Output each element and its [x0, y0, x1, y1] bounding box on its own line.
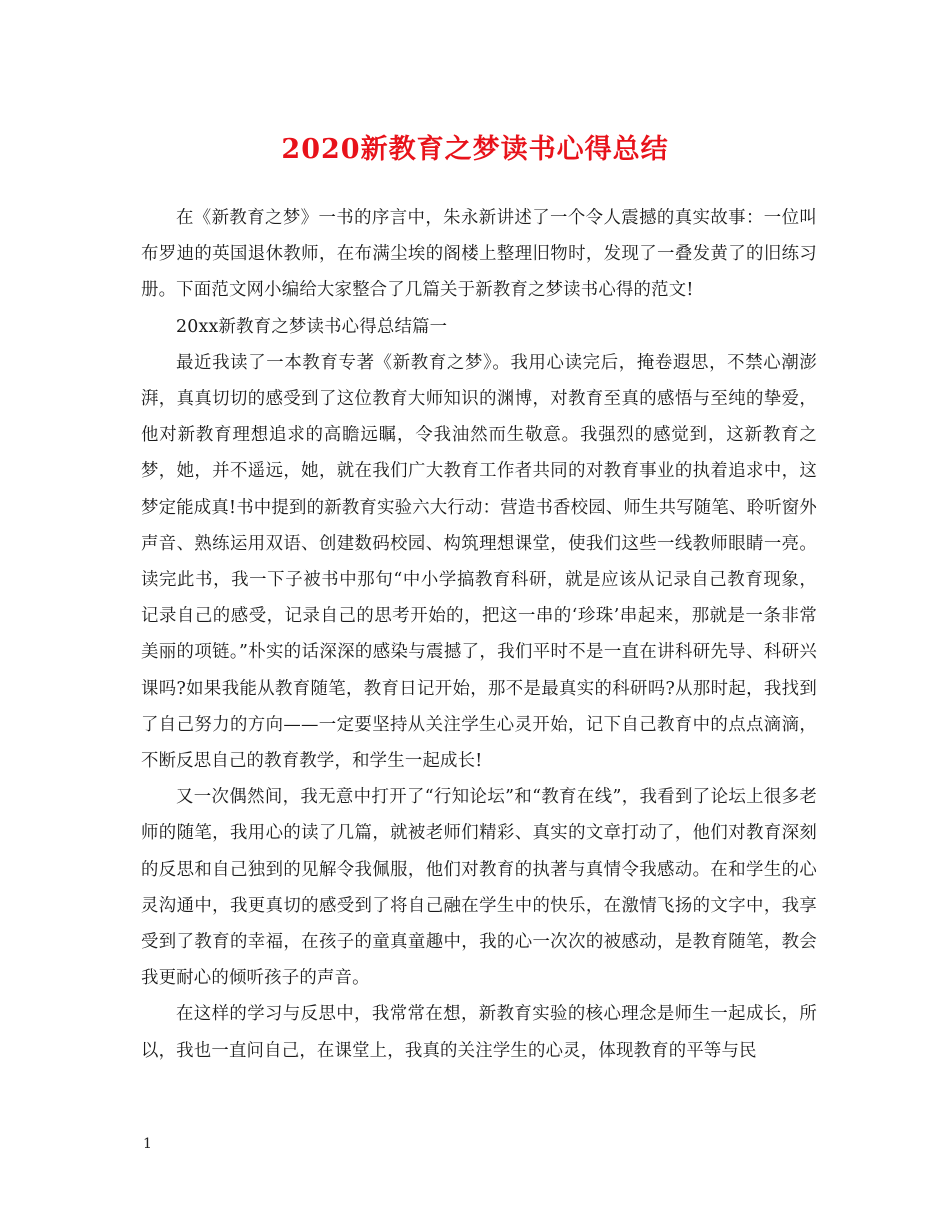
paragraph-2: 又一次偶然间，我无意中打开了“行知论坛”和“教育在线”，我看到了论坛上很多老师的随笔，我用心的读了几篇，就被老师们精彩、真实的文章打动了，他们对教育深刻的反思和自己独到的见解令我佩服，他们对教育的执著与真情令我感动。在和学生的心灵沟通中，我更真切的感受到了将自己融在学生中的快乐，在激情飞扬的文字中，我享受到了教育的幸福，在孩子的童真童趣中，我的心一次次的被感动，是教育随笔，教会我更耐心的倾听孩子的声音。 — [141, 787, 817, 989]
paragraph-1: 最近我读了一本教育专著《新教育之梦》。我用心读完后，掩卷遐思，不禁心潮澎湃，真真切切的感受到了这位教育大师知识的渊博，对教育至真的感悟与至纯的挚爱，他对新教育理想追求的高瞻远瞩，令我油然而生敬意。我强烈的感觉到，这新教育之梦，她，并不遥远，她，就在我们广大教育工作者共同的对教育事业的执着追求中，这梦定能成真!书中提到的新教育实验六大行动：营造书香校园、师生共写随笔、聆听窗外声音、熟练运用双语、创建数码校园、构筑理想课堂，使我们这些一线教师眼睛一亮。读完此书，我一下子被书中那句“中小学搞教育科研，就是应该从记录自己教育现象，记录自己的感受，记录自己的思考开始的，把这一串的‘珍珠’串起来，那就是一条非常美丽的项链。”朴实的话深深的感染与震撼了，我们平时不是一直在讲科研先导、科研兴课吗?如果我能从教育随笔，教育日记开始，那不是最真实的科研吗?从那时起，我找到了自己努力的方向——一定要坚持从关注学生心灵开始，记下自己教育中的点点滴滴，不断反思自己的教育教学，和学生一起成长! — [141, 352, 817, 772]
page-title: 2020新教育之梦读书心得总结 — [281, 134, 669, 165]
document-body — [141, 200, 817, 1069]
page-number: 1 — [143, 1136, 152, 1152]
paragraph-intro: 在《新教育之梦》一书的序言中，朱永新讲述了一个令人震撼的真实故事：一位叫布罗迪的英国退休教师，在布满尘埃的阁楼上整理旧物时，发现了一叠发黄了的旧练习册。下面范文网小编给大家整合了几篇关于新教育之梦读书心得的范文! — [141, 208, 817, 301]
paragraph-3: 在这样的学习与反思中，我常常在想，新教育实验的核心理念是师生一起成长，所以，我也一直问自己，在课堂上，我真的关注学生的心灵，体现教育的平等与民 — [141, 1004, 817, 1061]
section-heading: 20xx新教育之梦读书心得总结篇一 — [176, 316, 448, 337]
